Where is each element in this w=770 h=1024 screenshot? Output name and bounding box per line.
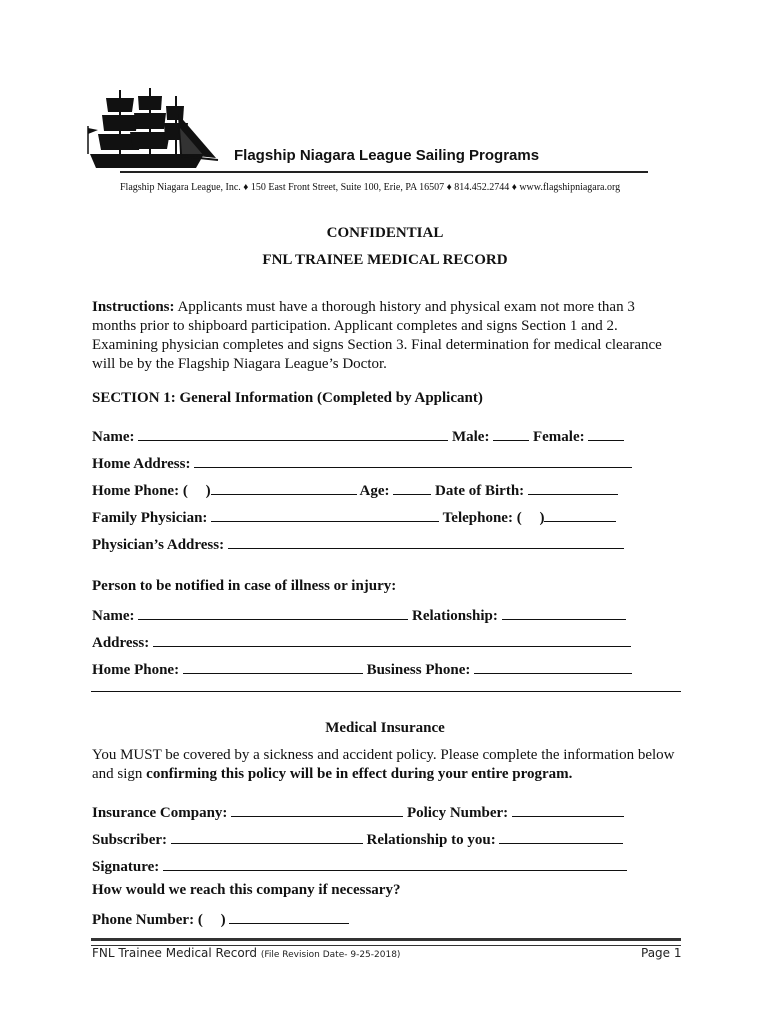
instructions-text: Applicants must have a thorough history and physical exam not more than 3 months prior to shipboard participation. Applicant completes and signs Section 1 and 2. Examining physician completes and signs Section 3. Final determination for medical clearance will be by the Flagship Niagara League’s Doctor. — [92, 299, 662, 372]
organization-title: Flagship Niagara League Sailing Programs — [234, 147, 540, 164]
name-row — [92, 426, 624, 446]
relationship-label: Relationship: — [411, 608, 498, 624]
emergency-name-field[interactable] — [138, 605, 408, 620]
business-phone-field[interactable] — [474, 659, 632, 674]
physician-address-field[interactable] — [228, 534, 624, 549]
male-label: Male: — [451, 429, 490, 445]
relationship-field[interactable] — [502, 605, 626, 620]
footer-divider — [91, 938, 681, 946]
age-field[interactable] — [393, 480, 431, 495]
instructions-label: Instructions: — [92, 299, 175, 315]
family-physician-label: Family Physician: — [92, 510, 208, 526]
home-phone-field[interactable] — [211, 480, 357, 495]
insurance-phone-label: Phone Number: ( — [92, 912, 203, 928]
insurance-text: You MUST be covered by a sickness and accident policy. Please complete the information below and sign — [92, 747, 675, 782]
policy-number-field[interactable] — [512, 802, 624, 817]
physician-address-label: Physician’s Address: — [92, 537, 225, 553]
header-divider — [120, 171, 648, 173]
business-phone-label: Business Phone: — [366, 662, 471, 678]
name-label: Name: — [92, 429, 135, 445]
dob-label: Date of Birth: — [435, 483, 525, 499]
subscriber-label: Subscriber: — [92, 832, 167, 848]
home-phone-row: Home Phone: ( ) Age: Date of Birth: — [92, 480, 618, 500]
emergency-phone-row — [92, 659, 632, 679]
dob-field[interactable] — [528, 480, 618, 495]
emergency-name-label: Name: — [92, 608, 135, 624]
subscriber-field[interactable] — [171, 829, 363, 844]
signature-field[interactable] — [163, 856, 627, 871]
home-address-row — [92, 453, 632, 473]
insurance-company-field[interactable] — [231, 802, 403, 817]
relationship-to-you-label: Relationship to you: — [366, 832, 496, 848]
telephone-field[interactable] — [544, 507, 616, 522]
home-phone-label: Home Phone: ( — [92, 483, 188, 499]
instructions-paragraph — [92, 298, 682, 374]
insurance-company-row — [92, 802, 624, 822]
emergency-address-row — [92, 632, 631, 652]
family-physician-row: Family Physician: Telephone: ( ) — [92, 507, 616, 527]
name-field[interactable] — [138, 426, 448, 441]
female-field[interactable] — [588, 426, 624, 441]
reach-question: How would we reach this company if necessary? — [92, 882, 401, 898]
section1-heading: SECTION 1: General Information (Completed by Applicant) — [92, 390, 483, 406]
section-divider — [91, 691, 681, 692]
emergency-address-label: Address: — [92, 635, 150, 651]
tall-ship-logo — [84, 84, 219, 174]
home-address-field[interactable] — [194, 453, 632, 468]
male-field[interactable] — [493, 426, 529, 441]
insurance-phone-row: Phone Number: ( ) — [92, 909, 349, 929]
insurance-phone-field[interactable] — [229, 909, 349, 924]
insurance-text-bold: confirming this policy will be in effect during your entire program. — [146, 766, 573, 782]
contact-line: Flagship Niagara League, Inc. ♦ 150 East Front Street, Suite 100, Erie, PA 16507 ♦ 814.452.2744 ♦ www.flagshipniagara.org — [120, 182, 621, 193]
emergency-home-phone-field[interactable] — [183, 659, 363, 674]
tall-ship-icon — [84, 84, 219, 174]
page-number: Page 1 — [641, 946, 682, 960]
confidential-heading: CONFIDENTIAL — [326, 225, 444, 241]
insurance-paragraph — [92, 746, 682, 784]
footer-revision: (File Revision Date- 9-25-2018) — [260, 950, 401, 960]
emergency-name-row — [92, 605, 626, 625]
family-physician-field[interactable] — [211, 507, 439, 522]
policy-number-label: Policy Number: — [406, 805, 509, 821]
emergency-home-phone-label: Home Phone: — [92, 662, 180, 678]
emergency-heading: Person to be notified in case of illness or injury: — [92, 578, 397, 594]
relationship-to-you-field[interactable] — [499, 829, 623, 844]
insurance-heading: Medical Insurance — [325, 720, 445, 736]
signature-label: Signature: — [92, 859, 160, 875]
insurance-company-label: Insurance Company: — [92, 805, 228, 821]
emergency-address-field[interactable] — [153, 632, 631, 647]
female-label: Female: — [532, 429, 585, 445]
signature-row — [92, 856, 627, 876]
footer-doc-name: FNL Trainee Medical Record (File Revision Date- 9-25-2018) — [92, 946, 401, 960]
document-title: FNL TRAINEE MEDICAL RECORD — [262, 252, 508, 268]
age-label: Age: — [359, 483, 390, 499]
home-address-label: Home Address: — [92, 456, 191, 472]
telephone-label: Telephone: ( — [442, 510, 522, 526]
physician-address-row — [92, 534, 624, 554]
subscriber-row — [92, 829, 623, 849]
